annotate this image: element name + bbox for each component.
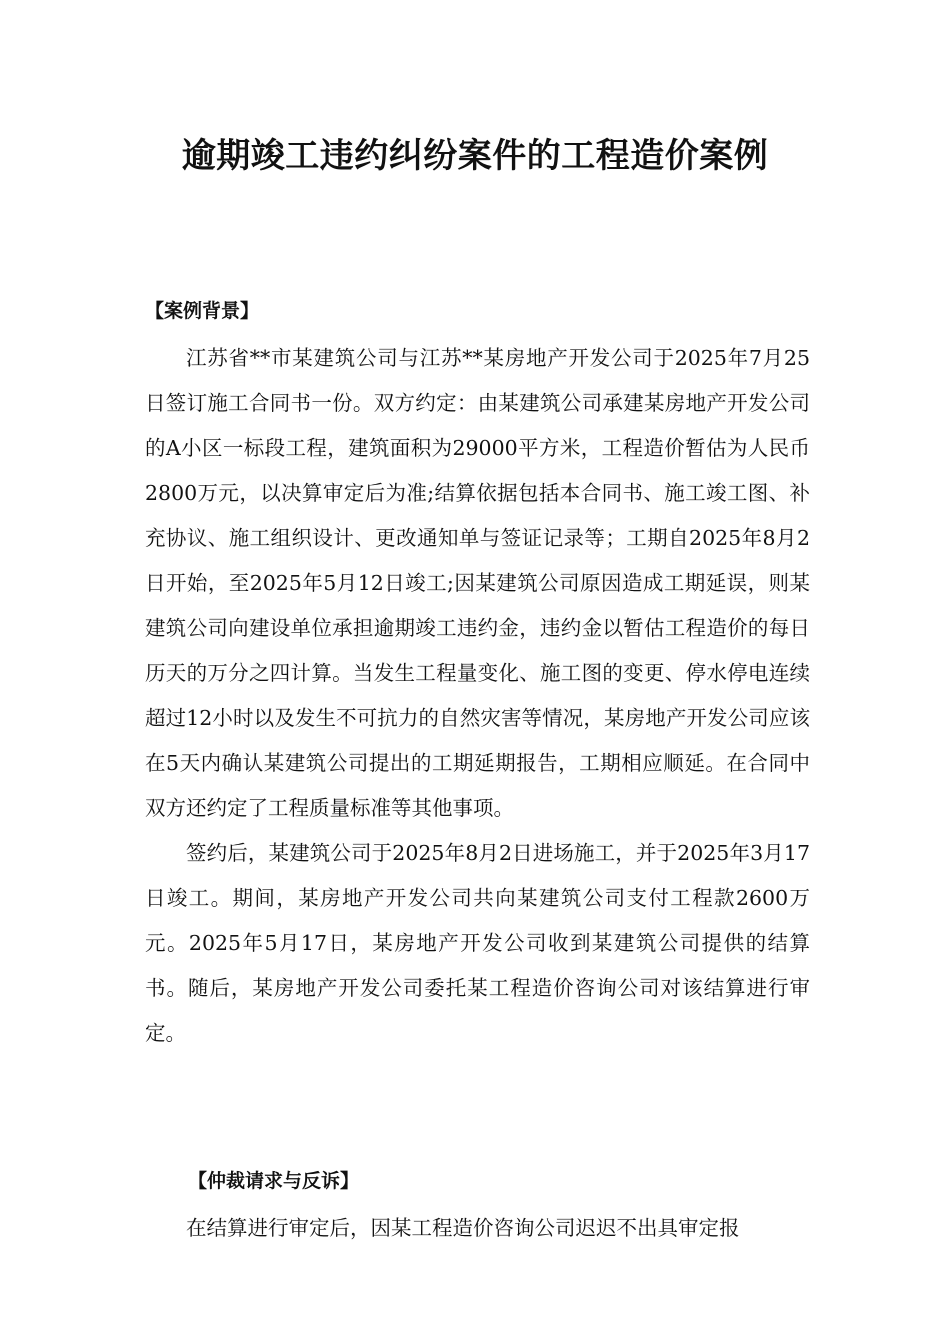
section-body-background	[145, 336, 810, 1056]
paragraph: 在结算进行审定后，因某工程造价咨询公司迟迟不出具审定报	[186, 1216, 740, 1240]
document-title: 逾期竣工违约纠纷案件的工程造价案例	[181, 136, 769, 176]
section-heading-background: 【案例背景】	[145, 300, 260, 322]
paragraph: 签约后，某建筑公司于2025年8月2日进场施工，并于2025年3月17日竣工。期间，某房地产开发公司共向某建筑公司支付工程款2600万元。2025年5月17日，某房地产开发公司收到某建筑公司提供的结算书。随后，某房地产开发公司委托某工程造价咨询公司对该结算进行审定。	[145, 841, 810, 1045]
section-body-arbitration	[145, 1206, 810, 1251]
paragraph: 江苏省**市某建筑公司与江苏**某房地产开发公司于2025年7月25日签订施工合同书一份。双方约定：由某建筑公司承建某房地产开发公司的A小区一标段工程，建筑面积为29000平方米，工程造价暂估为人民币2800万元，以决算审定后为准;结算依据包括本合同书、施工竣工图、补充协议、施工组织设计、更改通知单与签证记录等；工期自2025年8月2日开始，至2025年5月12日竣工;因某建筑公司原因造成工期延误，则某建筑公司向建设单位承担逾期竣工违约金，违约金以暂估工程造价的每日历天的万分之四计算。当发生工程量变化、施工图的变更、停水停电连续超过12小时以及发生不可抗力的自然灾害等情况，某房地产开发公司应该在5天内确认某建筑公司提出的工期延期报告，工期相应顺延。在合同中双方还约定了工程质量标准等其他事项。	[145, 346, 810, 820]
section-heading-arbitration: 【仲裁请求与反诉】	[188, 1170, 360, 1192]
